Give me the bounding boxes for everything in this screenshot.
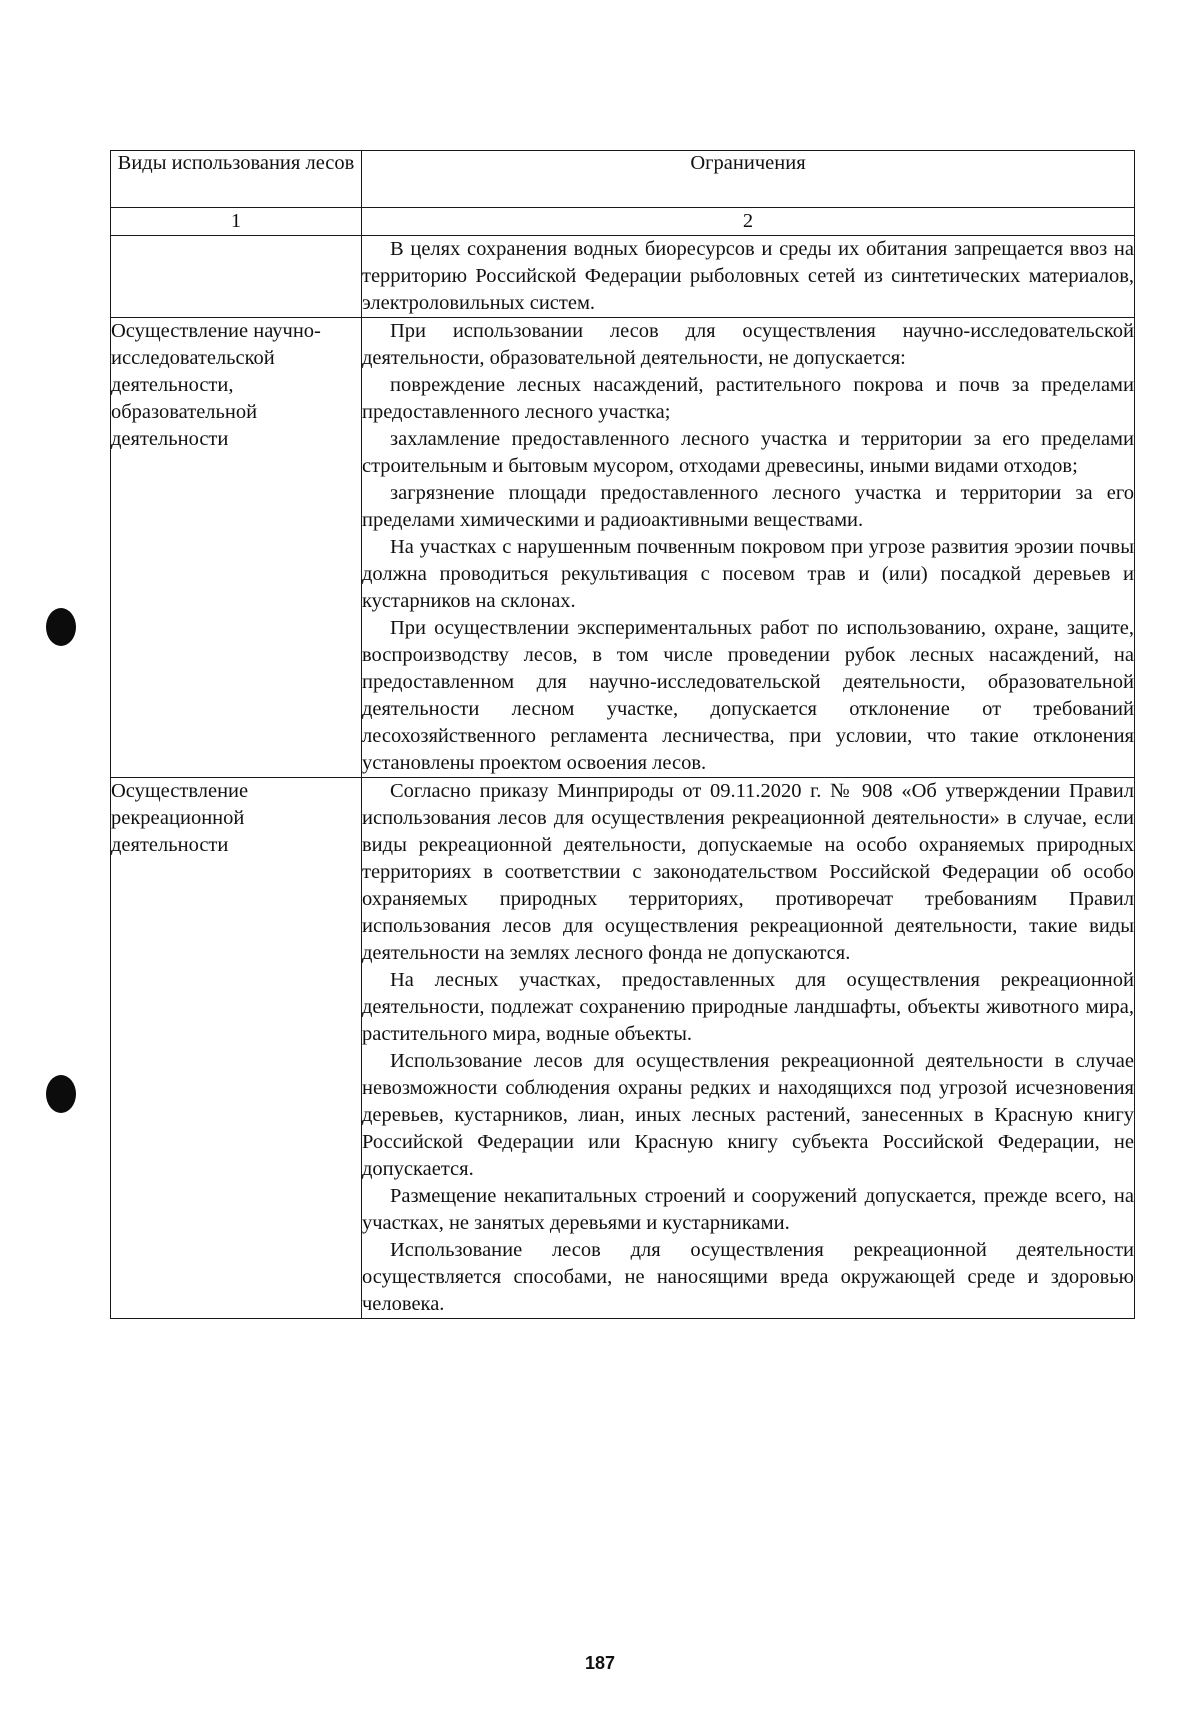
table-row bbox=[111, 236, 1135, 318]
column-number-1: 1 bbox=[111, 208, 362, 236]
forest-use-type-cell bbox=[111, 318, 362, 778]
restriction-paragraph: В целях сохранения водных биоресурсов и среды их обитания запрещается ввоз на территорию Российской Федерации рыболовных сетей из синтетических материалов, электроловильных систем. bbox=[362, 238, 1134, 314]
forest-use-type-label: Осуществление научно-исследовательской деятельности, образовательной деятельности bbox=[111, 320, 321, 450]
restrictions-table bbox=[110, 150, 1135, 1319]
restriction-paragraph: На участках с нарушенным почвенным покровом при угрозе развития эрозии почвы должна проводиться рекультивация с посевом трав и (или) посадкой деревьев и кустарников на склонах. bbox=[362, 536, 1134, 612]
forest-use-type-cell bbox=[111, 236, 362, 318]
restriction-paragraph: повреждение лесных насаждений, растительного покрова и почв за пределами предоставленного лесного участка; bbox=[362, 374, 1134, 423]
header-restrictions: Ограничения bbox=[362, 151, 1135, 208]
restriction-paragraph: Использование лесов для осуществления рекреационной деятельности осуществляется способами, не наносящими вреда окружающей среде и здоровью человека. bbox=[362, 1239, 1134, 1315]
restriction-paragraph: Размещение некапитальных строений и сооружений допускается, прежде всего, на участках, не занятых деревьями и кустарниками. bbox=[362, 1185, 1134, 1234]
restriction-paragraph: При использовании лесов для осуществления научно-исследовательской деятельности, образовательной деятельности, не допускается: bbox=[362, 320, 1134, 369]
column-number-2: 2 bbox=[362, 208, 1135, 236]
forest-use-type-cell bbox=[111, 778, 362, 1319]
table-row bbox=[111, 778, 1135, 1319]
table-row bbox=[111, 318, 1135, 778]
hole-punch-mark bbox=[46, 608, 76, 646]
hole-punch-mark bbox=[46, 1075, 76, 1113]
restriction-paragraph: Согласно приказу Минприроды от 09.11.2020 г. № 908 «Об утверждении Правил использования лесов для осуществления рекреационной деятельности» в случае, если виды рекреационной деятельности, допускаемые на особо охраняемых природных территориях в соответствии с законодательством Российской Федерации об особо охраняемых природных территориях, противоречат требованиям Правил использования лесов для осуществления рекреационной деятельности, такие виды деятельности на землях лесного фонда не допускаются. bbox=[362, 780, 1134, 964]
header-forest-use-types: Виды использования лесов bbox=[111, 151, 362, 208]
restrictions-cell bbox=[362, 318, 1135, 778]
restriction-paragraph: захламление предоставленного лесного участка и территории за его пределами строительным и бытовым мусором, отходами древесины, иными видами отходов; bbox=[362, 428, 1134, 477]
restrictions-cell bbox=[362, 236, 1135, 318]
page-number: 187 bbox=[584, 1653, 616, 1673]
restriction-paragraph: Использование лесов для осуществления рекреационной деятельности в случае невозможности соблюдения охраны редких и находящихся под угрозой исчезновения деревьев, кустарников, лиан, иных лесных растений, занесенных в Красную книгу Российской Федерации или Красную книгу субъекта Российской Федерации, не допускается. bbox=[362, 1050, 1134, 1180]
forest-use-type-label: Осуществление рекреационной деятельности bbox=[111, 780, 249, 856]
restrictions-cell bbox=[362, 778, 1135, 1319]
restriction-paragraph: При осуществлении экспериментальных работ по использованию, охране, защите, воспроизводству лесов, в том числе проведении рубок лесных насаждений, на предоставленном для научно-исследовательской деятельности, образовательной деятельности лесном участке, допускается отклонение от требований лесохозяйственного регламента лесничества, при условии, что такие отклонения установлены проектом освоения лесов. bbox=[362, 617, 1134, 774]
column-number-row bbox=[111, 208, 1135, 236]
restriction-paragraph: На лесных участках, предоставленных для осуществления рекреационной деятельности, подлежат сохранению природные ландшафты, объекты животного мира, растительного мира, водные объекты. bbox=[362, 969, 1134, 1045]
restriction-paragraph: загрязнение площади предоставленного лесного участка и территории за его пределами химическими и радиоактивными веществами. bbox=[362, 482, 1134, 531]
table-header-row bbox=[111, 151, 1135, 208]
